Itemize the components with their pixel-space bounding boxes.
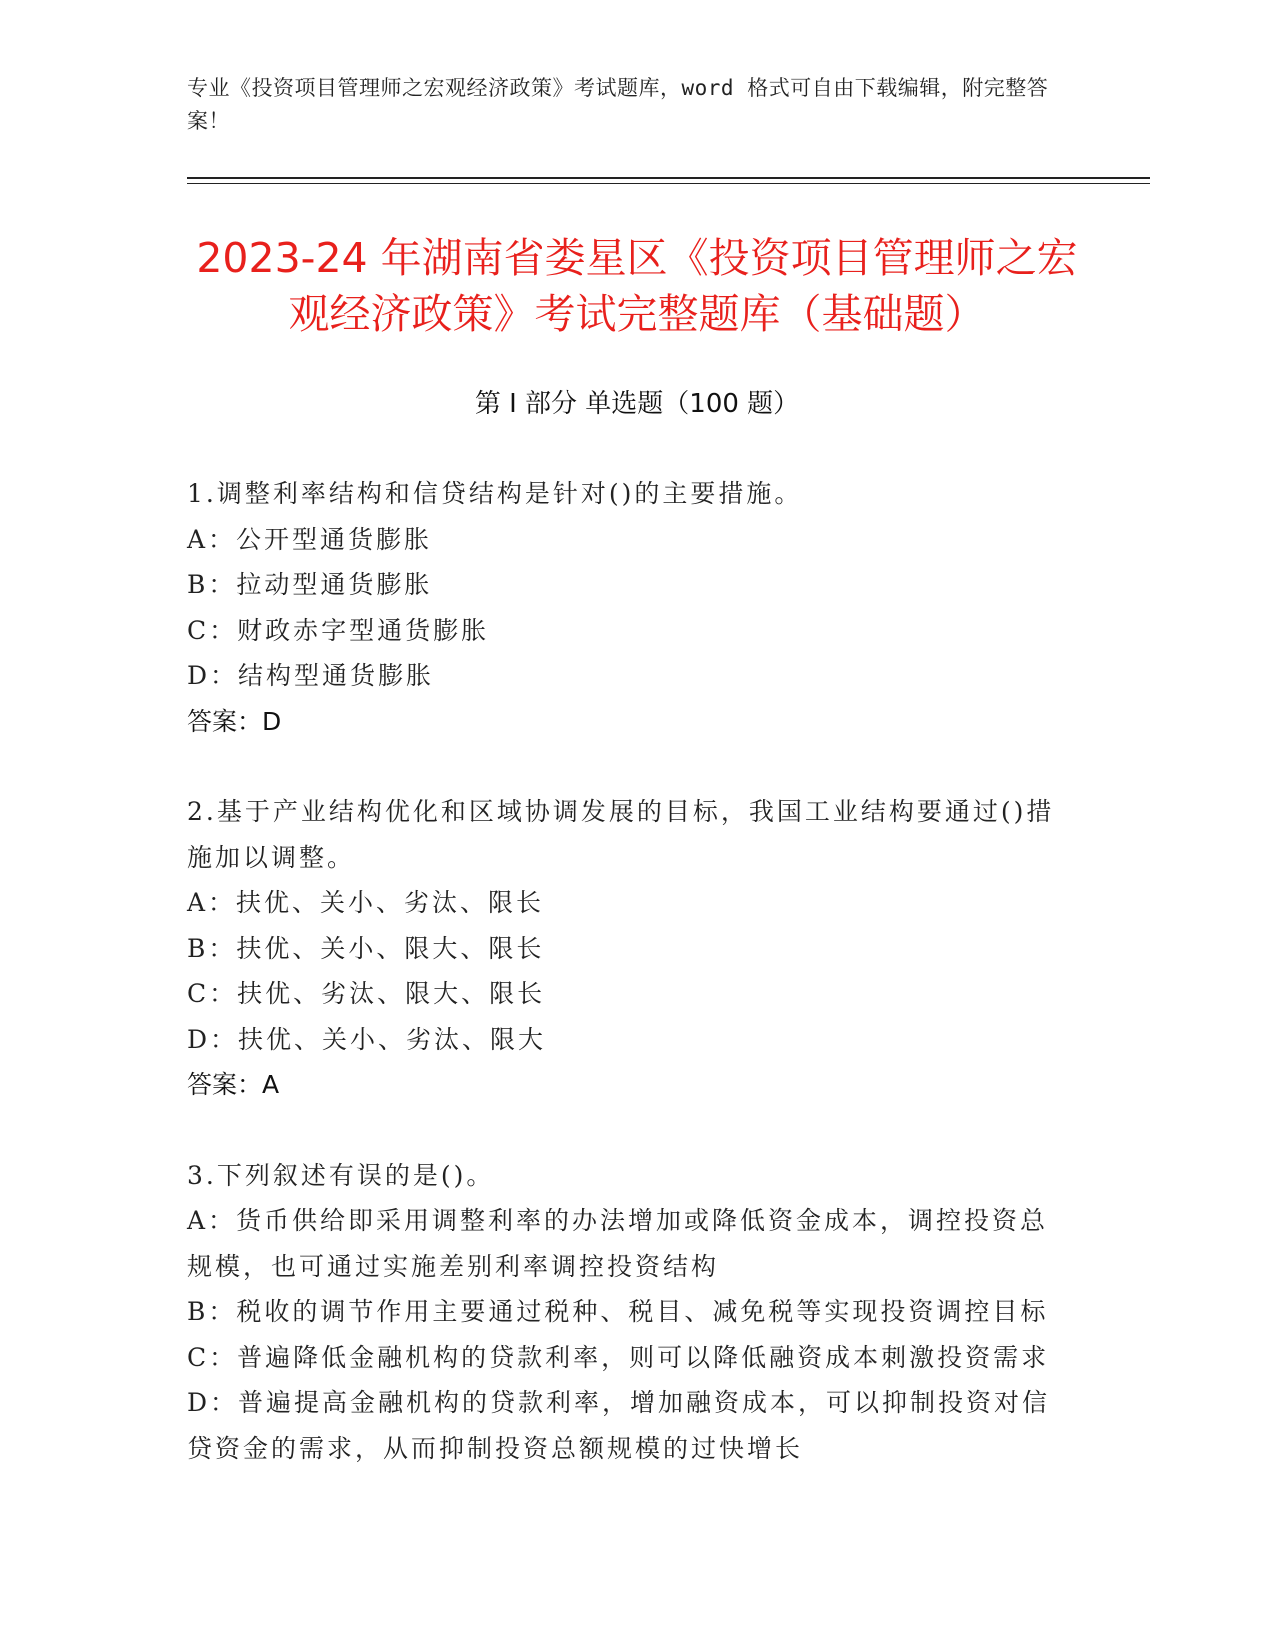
- question-1: [187, 471, 1067, 744]
- question-stem: 2.基于产业结构优化和区域协调发展的目标，我国工业结构要通过()措施加以调整。: [187, 797, 1055, 872]
- option-d: D：结构型通货膨胀: [187, 661, 435, 690]
- document-title: 2023-24 年湖南省娄星区《投资项目管理师之宏观经济政策》考试完整题库（基础题）: [196, 234, 1078, 338]
- option-d: D：扶优、关小、劣汰、限大: [187, 1024, 547, 1054]
- question-list: [187, 471, 1067, 1516]
- question-stem: 1.调整利率结构和信贷结构是针对()的主要措施。: [187, 479, 803, 508]
- header-divider-thin: [187, 183, 1150, 184]
- question-stem: 3.下列叙述有误的是()。: [187, 1160, 495, 1190]
- answer: 答案：D: [187, 706, 282, 736]
- header-divider-thick: [187, 177, 1150, 179]
- option-c: C：普遍降低金融机构的贷款利率，则可以降低融资成本刺激投资需求: [187, 1342, 1050, 1372]
- question-2: [187, 789, 1067, 1108]
- option-a: A：公开型通货膨胀: [187, 524, 433, 554]
- header-note: 专业《投资项目管理师之宏观经济政策》考试题库，word 格式可自由下载编辑，附完整答案！: [187, 76, 1049, 133]
- option-a: A：扶优、关小、劣汰、限长: [187, 888, 545, 917]
- option-b: B：扶优、关小、限大、限长: [187, 933, 545, 963]
- option-b: B：税收的调节作用主要通过税种、税目、减免税等实现投资调控目标: [187, 1297, 1049, 1326]
- option-d: D：普遍提高金融机构的贷款利率，增加融资成本，可以抑制投资对信贷资金的需求，从而抑制投资总额规模的过快增长: [187, 1388, 1051, 1463]
- answer: 答案：A: [187, 1070, 280, 1099]
- section-title: 第 I 部分 单选题（100 题）: [474, 389, 800, 419]
- option-c: C：财政赤字型通货膨胀: [187, 615, 490, 645]
- option-c: C：扶优、劣汰、限大、限长: [187, 979, 546, 1008]
- option-a: A：货币供给即采用调整利率的办法增加或降低资金成本，调控投资总规模，也可通过实施差别利率调控投资结构: [187, 1206, 1049, 1281]
- option-b: B：拉动型通货膨胀: [187, 570, 433, 599]
- question-3: [187, 1153, 1067, 1472]
